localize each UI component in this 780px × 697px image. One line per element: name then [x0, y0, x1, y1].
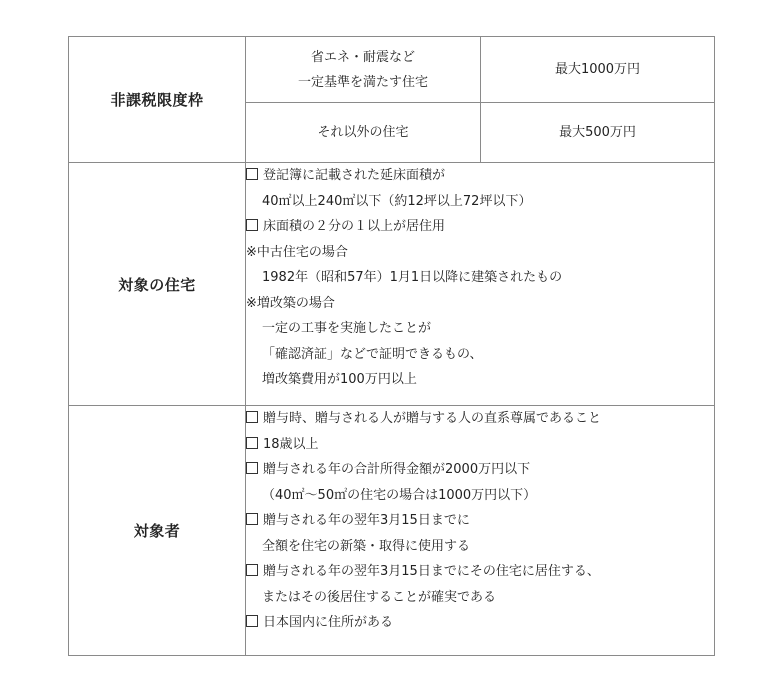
condition-line [246, 559, 714, 585]
limit-amount-standard: 最大1000万円 [481, 37, 715, 103]
condition-line [246, 534, 714, 560]
condition-text: 全額を住宅の新築・取得に使用する [262, 538, 471, 554]
condition-line [246, 406, 714, 432]
checkbox-icon [246, 513, 258, 525]
condition-line [246, 367, 714, 393]
housing-type-other [246, 103, 481, 163]
condition-text: 贈与される年の翌年3月15日までに [263, 513, 470, 528]
housing-type-line: 一定基準を満たす住宅 [297, 74, 428, 90]
condition-line [246, 163, 714, 189]
condition-text: 贈与時、贈与される人が贈与する人の直系尊属であること [263, 411, 602, 426]
housing-type-line: 省エネ・耐震など [310, 49, 415, 65]
condition-text: ※増改築の場合 [246, 295, 335, 311]
checkbox-icon [246, 411, 258, 423]
condition-line [246, 483, 714, 509]
housing-type-line: それ以外の住宅 [317, 125, 409, 140]
housing-label: 対象の住宅 [69, 163, 246, 406]
checkbox-icon [246, 168, 258, 180]
condition-text: 贈与される年の合計所得金額が2000万円以下 [263, 462, 531, 477]
checkbox-icon [246, 615, 258, 627]
condition-line [246, 508, 714, 534]
condition-line [246, 457, 714, 483]
condition-line [246, 316, 714, 342]
condition-line [246, 610, 714, 636]
limit-amount-other: 最大500万円 [481, 103, 715, 163]
condition-line [246, 214, 714, 240]
condition-line [246, 240, 714, 266]
condition-text: 一定の工事を実施したことが [262, 321, 432, 336]
condition-text: 18歳以上 [263, 436, 319, 452]
condition-text: 1982年（昭和57年）1月1日以降に建築されたもの [262, 270, 563, 285]
condition-line [246, 265, 714, 291]
checkbox-icon [246, 437, 258, 449]
condition-text: 40㎡以上240㎡以下（約12坪以上72坪以下） [262, 193, 532, 209]
housing-type-standard [246, 37, 481, 103]
condition-text: 贈与される年の翌年3月15日までにその住宅に居住する、 [263, 564, 600, 579]
checkbox-icon [246, 219, 258, 231]
condition-text: 日本国内に住所がある [263, 615, 394, 630]
condition-line [246, 342, 714, 368]
gift-tax-exemption-table [68, 36, 715, 656]
condition-text: （40㎡〜50㎡の住宅の場合は1000万円以下） [262, 487, 537, 503]
eligible-label: 対象者 [69, 406, 246, 656]
condition-line [246, 189, 714, 215]
condition-line [246, 585, 714, 611]
condition-text: 登記簿に記載された延床面積が [263, 168, 446, 183]
checkbox-icon [246, 564, 258, 576]
limit-label: 非課税限度枠 [69, 37, 246, 163]
condition-text: 「確認済証」などで証明できるもの、 [262, 346, 483, 362]
checkbox-icon [246, 462, 258, 474]
condition-line [246, 432, 714, 458]
housing-conditions [246, 163, 715, 406]
condition-text: またはその後居住することが確実である [262, 589, 497, 605]
condition-line [246, 291, 714, 317]
condition-text: 床面積の２分の１以上が居住用 [263, 219, 446, 234]
condition-text: ※中古住宅の場合 [246, 244, 348, 260]
condition-text: 増改築費用が100万円以上 [262, 372, 417, 387]
eligible-conditions [246, 406, 715, 656]
